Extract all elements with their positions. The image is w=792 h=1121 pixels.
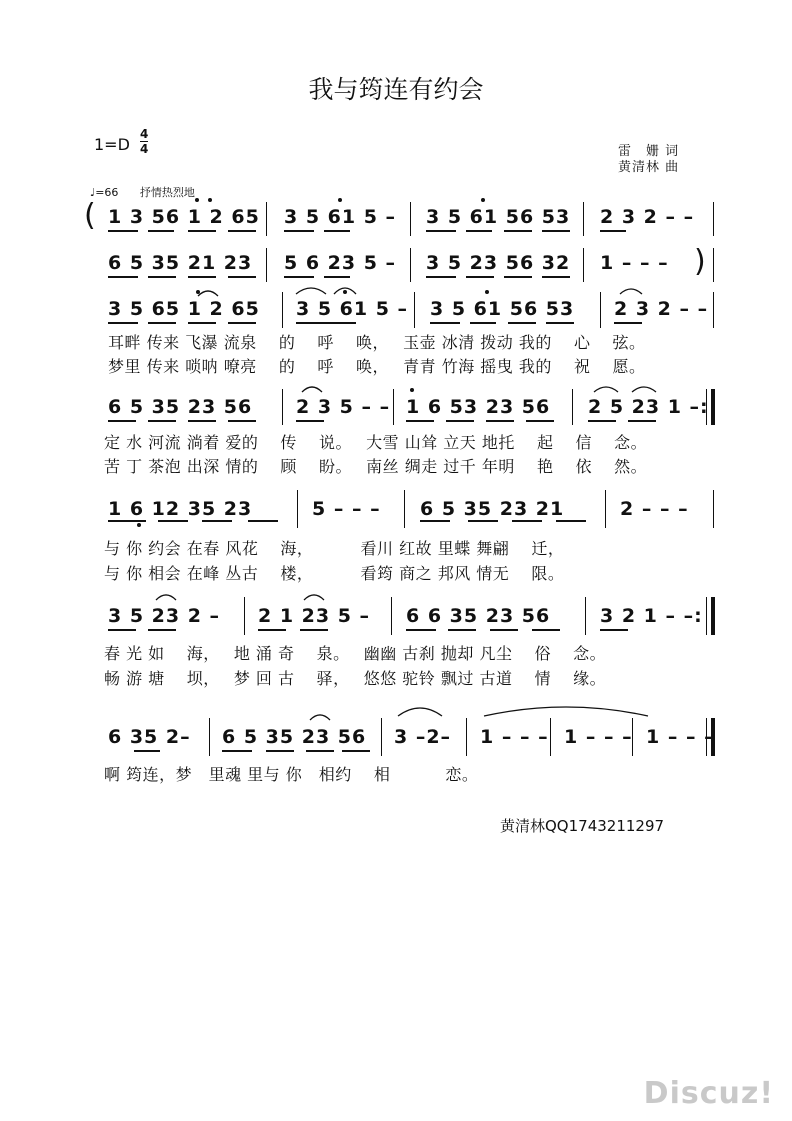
s5-measure-3: 3 –2– [394, 726, 452, 748]
intro1-measure-3: 3 5 61 56 53 [426, 206, 571, 228]
s1-measure-2: 3 5 61 5 – [296, 298, 409, 320]
s5-measure-4: 1 – – – [480, 726, 549, 748]
s2-measure-2: 2 3 5 – – [296, 396, 391, 418]
intro2-measure-1: 6 5 35 21 23 [108, 252, 253, 274]
s1-lyrics-verse1: 耳畔 传来 飞瀑 流泉 的 呼 唤， 玉壶 冰清 拨动 我的 心 弦。 [108, 333, 646, 352]
key-signature: 1=D [94, 135, 130, 154]
intro1-measure-4: 2 3 2 – – [600, 206, 695, 228]
tempo-bpm: ♩=66 [90, 186, 119, 199]
s5-measure-5: 1 – – – [564, 726, 633, 748]
slur [334, 288, 356, 294]
slur [156, 595, 176, 600]
meter-bottom: 4 [140, 142, 149, 156]
s1-lyrics-verse2: 梦里 传来 唢呐 嘹亮 的 呼 唤， 青青 竹海 摇曳 我的 祝 愿。 [108, 357, 646, 376]
intro1-measure-1: 1 3 56 1 2 65 [108, 206, 260, 228]
s3-measure-4: 2 – – – [620, 498, 689, 520]
slur [296, 288, 326, 294]
s3-measure-2: 5 – – – [312, 498, 381, 520]
slur [302, 387, 322, 392]
s1-measure-1: 3 5 65 1 2 65 [108, 298, 260, 320]
meter-top: 4 [140, 127, 149, 141]
intro2-measure-2: 5 6 23 5 – [284, 252, 397, 274]
intro2-measure-4: 1 – – – [600, 252, 669, 274]
slur [398, 708, 442, 716]
lyricist-credit: 雷 姗 词 [618, 144, 680, 159]
s5-lyrics: 啊 筠连，梦 里魂 里与 你 相约 相 恋。 [104, 765, 479, 784]
s3-measure-1: 1 6 12 35 23 [108, 498, 253, 520]
intro2-measure-3: 3 5 23 56 32 [426, 252, 571, 274]
s4-measure-3: 6 6 35 23 56 [406, 605, 551, 627]
s5-measure-1: 6 35 2– [108, 726, 191, 748]
intro1-measure-2: 3 5 61 5 – [284, 206, 397, 228]
s5-measure-6: 1 – – – [646, 726, 715, 748]
s5-measure-2: 6 5 35 23 56 [222, 726, 367, 748]
s2-measure-3: 1 6 53 23 56 [406, 396, 551, 418]
s2-measure-4: 2 5 23 1 –: [588, 396, 709, 418]
tie [484, 707, 648, 716]
s3-lyrics-verse2: 与 你 相会 在峰 丛古 楼， 看筠 商之 邦风 情无 限。 [104, 564, 565, 583]
slur [198, 291, 218, 296]
song-title: 我与筠连有约会 [308, 75, 484, 104]
discuz-watermark: Discuz! [643, 1076, 774, 1111]
composer-credit: 黄清林 曲 [618, 160, 680, 175]
s4-lyrics-verse2: 畅 游 塘 坝， 梦 回 古 驿， 悠悠 驼铃 飘过 古道 情 缘。 [104, 669, 607, 688]
slur [620, 289, 642, 294]
s2-lyrics-verse2: 苦 丁 茶泡 出深 情的 顾 盼。 南丝 绸走 过千 年明 艳 依 然。 [104, 457, 648, 476]
s3-lyrics-verse1: 与 你 约会 在春 风花 海， 看川 红故 里蝶 舞翩 迁， [104, 539, 565, 558]
arranger-signature: 黄清林QQ1743211297 [500, 817, 665, 835]
intro-close-paren: ) [694, 244, 707, 279]
s3-measure-3: 6 5 35 23 21 [420, 498, 565, 520]
s2-measure-1: 6 5 35 23 56 [108, 396, 253, 418]
slur [310, 715, 330, 720]
s1-measure-3: 3 5 61 56 53 [430, 298, 575, 320]
s1-measure-4: 2 3 2 – – [614, 298, 709, 320]
slur [304, 595, 324, 600]
s4-measure-2: 2 1 23 5 – [258, 605, 371, 627]
slur [632, 387, 656, 392]
intro-open-paren: ( [84, 198, 97, 233]
s4-measure-4: 3 2 1 – –: [600, 605, 703, 627]
slur [594, 387, 618, 392]
s4-lyrics-verse1: 春 光 如 海， 地 涌 奇 泉。 幽幽 古刹 抛却 凡尘 俗 念。 [104, 644, 607, 663]
s2-lyrics-verse1: 定 水 河流 淌着 爱的 传 说。 大雪 山耸 立天 地托 起 信 念。 [104, 433, 648, 452]
s4-measure-1: 3 5 23 2 – [108, 605, 221, 627]
tempo-expression: 抒情热烈地 [139, 186, 195, 199]
